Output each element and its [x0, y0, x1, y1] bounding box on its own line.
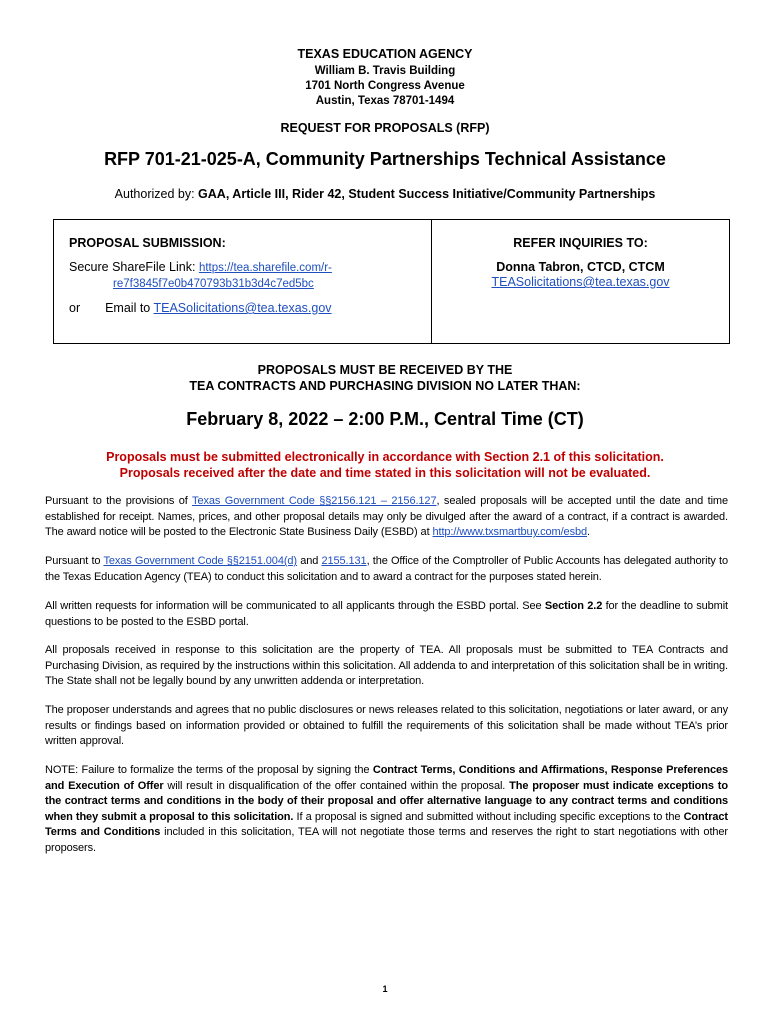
p2-text-c: , the Office of the Comptroller of Public Accounts has delegated authority to the Texas Education Agency (TEA) to conduct this solicitation and to award a contract for the purposes stated herein.: [45, 555, 728, 583]
authorized-value: GAA, Article III, Rider 42, Student Success Initiative/Community Partnerships: [198, 187, 656, 201]
page-number: 1: [382, 984, 388, 994]
authorized-label: Authorized by:: [114, 187, 199, 201]
gov-code-2151-link[interactable]: Texas Government Code §§2151.004(d): [103, 555, 297, 567]
deadline-heading-line2: TEA CONTRACTS AND PURCHASING DIVISION NO LATER THAN:: [189, 379, 581, 393]
street-address: 1701 North Congress Avenue: [305, 80, 465, 92]
gov-code-2156-link[interactable]: Texas Government Code §§2156.121 – 2156.127: [192, 495, 437, 507]
sharefile-link-continued[interactable]: re7f3845f7e0b470793b31b3d4c7ed5bc: [113, 278, 314, 290]
p2-text: Pursuant to: [45, 555, 104, 567]
sharefile-link[interactable]: https://tea.sharefile.com/r-: [198, 262, 332, 274]
deadline-heading: [0, 362, 770, 394]
paragraph-delegated-authority: [45, 554, 728, 585]
p6-text-b: will result in disqualification of the offer contained within the proposal.: [163, 779, 510, 792]
email-label: Email to: [105, 301, 154, 315]
warning-line1: Proposals must be submitted electronically in accordance with Section 2.1 of this solicitation.: [106, 450, 664, 464]
deadline-heading-line1: PROPOSALS MUST BE RECEIVED BY THE: [257, 363, 513, 377]
deadline-date: February 8, 2022 – 2:00 P.M., Central Time (CT): [186, 409, 584, 429]
p2-text-b: and: [297, 555, 322, 567]
p1-text: Pursuant to the provisions of: [45, 495, 193, 507]
paragraph-property-of-tea: All proposals received in response to this solicitation are the property of TEA. All proposals must be submitted to TEA Contracts and Purchasing Division, as required by the instructions within this solicitation. All addenda to and interpretation of this solicitation shall be in writing. The State shall not be legally bound by any unwritten addenda or interpretation.: [45, 644, 728, 687]
submission-email-link[interactable]: TEASolicitations@tea.texas.gov: [153, 301, 332, 315]
agency-name: TEXAS EDUCATION AGENCY: [297, 47, 473, 61]
sharefile-label: Secure ShareFile Link:: [69, 260, 199, 274]
esbd-link[interactable]: http://www.txsmartbuy.com/esbd: [432, 526, 588, 538]
submission-box: [53, 219, 730, 344]
page-title: RFP 701-21-025-A, Community Partnerships Technical Assistance: [104, 149, 666, 169]
city-address: Austin, Texas 78701-1494: [315, 95, 455, 107]
inquiries-heading: REFER INQUIRIES TO:: [513, 236, 648, 250]
p3-text-b: for the deadline to submit questions to be posted to the ESBD portal.: [45, 600, 728, 628]
inquiries-section: [432, 236, 729, 289]
paragraph-government-code: [45, 494, 728, 541]
p6-text: NOTE: Failure to formalize the terms of the proposal by signing the: [45, 764, 373, 776]
p6-text-c: If a proposal is signed and submitted without including specific exceptions to the: [293, 810, 684, 823]
authorization-line: [0, 187, 770, 201]
contact-email-link[interactable]: TEASolicitations@tea.texas.gov: [491, 275, 670, 289]
warning-line2: Proposals received after the date and time stated in this solicitation will not be evaluated.: [119, 466, 651, 480]
p6-bold-1: Contract Terms, Conditions and Affirmations, Response Preferences and Execution of Offer: [45, 764, 728, 792]
proposal-submission-heading: PROPOSAL SUBMISSION:: [69, 236, 226, 250]
document-type: REQUEST FOR PROPOSALS (RFP): [280, 121, 490, 135]
paragraph-written-requests: [45, 599, 728, 630]
paragraph-disclosures: The proposer understands and agrees that no public disclosures or news releases related to this solicitation, negotiations or later award, or any results or findings based on information provided or obtained to fulfill the requirements of this solicitation shall be made without TEA’s prior written approval.: [45, 704, 728, 747]
p6-bold-3: Contract Terms and Conditions: [45, 810, 728, 838]
contact-name: Donna Tabron, CTCD, CTCM: [496, 260, 665, 274]
paragraph-note: [45, 763, 728, 856]
proposal-submission-section: [69, 236, 419, 315]
submission-warning: [0, 449, 770, 481]
p1-text-c: .: [587, 526, 590, 538]
p3-text: All written requests for information will be communicated to all applicants through the ESBD portal. See: [45, 600, 545, 612]
p3-section-ref: Section 2.2: [544, 600, 603, 612]
gov-code-2155-link[interactable]: 2155.131: [321, 555, 367, 567]
p1-text-b: , sealed proposals will be accepted until the date and time established for receipt. Names, prices, and other proposal details may only be divulged after the award of a contract, if a contract is awarded. The award notice will be posted to the Electronic State Business Daily (ESBD) at: [45, 495, 728, 538]
or-label: or: [69, 301, 81, 315]
p6-text-d: included in this solicitation, TEA will not negotiate those terms and reserves the right to start negotiations with other proposers.: [45, 826, 728, 854]
p6-bold-2: The proposer must indicate exceptions to the contract terms and conditions in the body of their proposal and offer alternative language to any contract terms and conditions when they submit a proposal to this solicitation.: [45, 779, 728, 823]
building-name: William B. Travis Building: [314, 65, 456, 77]
